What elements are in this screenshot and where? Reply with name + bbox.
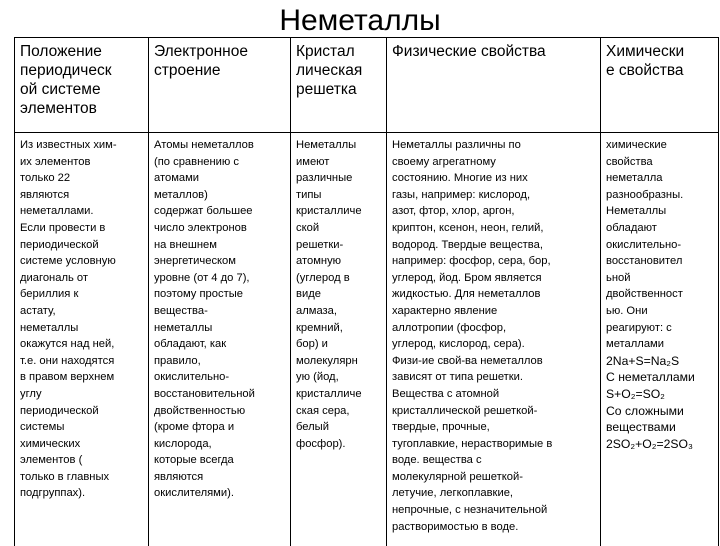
- chem-line: химические: [606, 137, 713, 154]
- table-header-row: [15, 38, 719, 133]
- cell-chemical-properties: [601, 133, 719, 546]
- cell-physical-properties: Неметаллы различны по своему агрегатному состоянию. Многие из них газы, например: кислород, азот, фтор, хлор, аргон, криптон, ксенон, неон, гелий, водород. Твердые вещества, например: фосфор, сера, бор, углерод, йод. Бром является жидкостью. Для неметаллов характерно явление аллотропии (фосфор, углерод, кислород, сера). Физи-ие свой-ва неметаллов зависят от типа решетки. Вещества с атомной кристаллической решеткой- твердые, прочные, тугоплавкие, нерастворимые в воде. вещества с молекулярной решеткой- летучие, легкоплавкие, непрочные, с незначительной растворимостью в воде.: [387, 133, 601, 546]
- chem-line: ьной: [606, 270, 713, 287]
- chem-equation: S+O₂=SO₂: [606, 386, 713, 403]
- chem-line: восстановител: [606, 253, 713, 270]
- chem-line: С неметаллами: [606, 369, 713, 386]
- chem-line: ью. Они: [606, 303, 713, 320]
- chem-line: Неметаллы: [606, 203, 713, 220]
- chem-line: металлами: [606, 336, 713, 353]
- header-electronic-structure: Электронное строение: [149, 38, 291, 133]
- chem-equation: 2SO₂+O₂=2SO₃: [606, 436, 713, 453]
- chem-equation: 2Na+S=Na₂S: [606, 353, 713, 370]
- header-position: Положение периодическ ой системе элементов: [15, 38, 149, 133]
- chem-line: обладают: [606, 220, 713, 237]
- cell-electronic-structure: Атомы неметаллов (по сравнению с атомами металлов) содержат большее число электронов на внешнем энергетическом уровне (от 4 до 7), поэтому простые вещества- неметаллы обладают, как правило, окислительно- восстановительной двойственностью (кроме фтора и кислорода, которые всегда являются окислителями).: [149, 133, 291, 546]
- header-physical-properties: Физические свойства: [387, 38, 601, 133]
- table-row: [15, 133, 719, 546]
- chem-line: двойственност: [606, 286, 713, 303]
- chem-line: разнообразны.: [606, 187, 713, 204]
- chem-line: окислительно-: [606, 237, 713, 254]
- chem-line: веществами: [606, 419, 713, 436]
- header-chemical-properties: Химически е свойства: [601, 38, 719, 133]
- page-title: Неметаллы: [0, 4, 720, 38]
- chem-line: свойства: [606, 154, 713, 171]
- chem-line: неметалла: [606, 170, 713, 187]
- cell-crystal-lattice: Неметаллы имеют различные типы кристалличе ской решетки- атомную (углерод в виде алмаза, кремний, бор) и молекулярн ую (йод, кристалличе ская сера, белый фосфор).: [291, 133, 387, 546]
- cell-position: Из известных хим- их элементов только 22 являются неметаллами. Если провести в периодической системе условную диагональ от бериллия к астату, неметаллы окажутся над ней, т.е. они находятся в правом верхнем углу периодической системы химических элементов ( только в главных подгруппах).: [15, 133, 149, 546]
- chem-line: реагируют: с: [606, 320, 713, 337]
- properties-table: [14, 37, 719, 546]
- header-crystal-lattice: Кристал лическая решетка: [291, 38, 387, 133]
- chem-line: Со сложными: [606, 403, 713, 420]
